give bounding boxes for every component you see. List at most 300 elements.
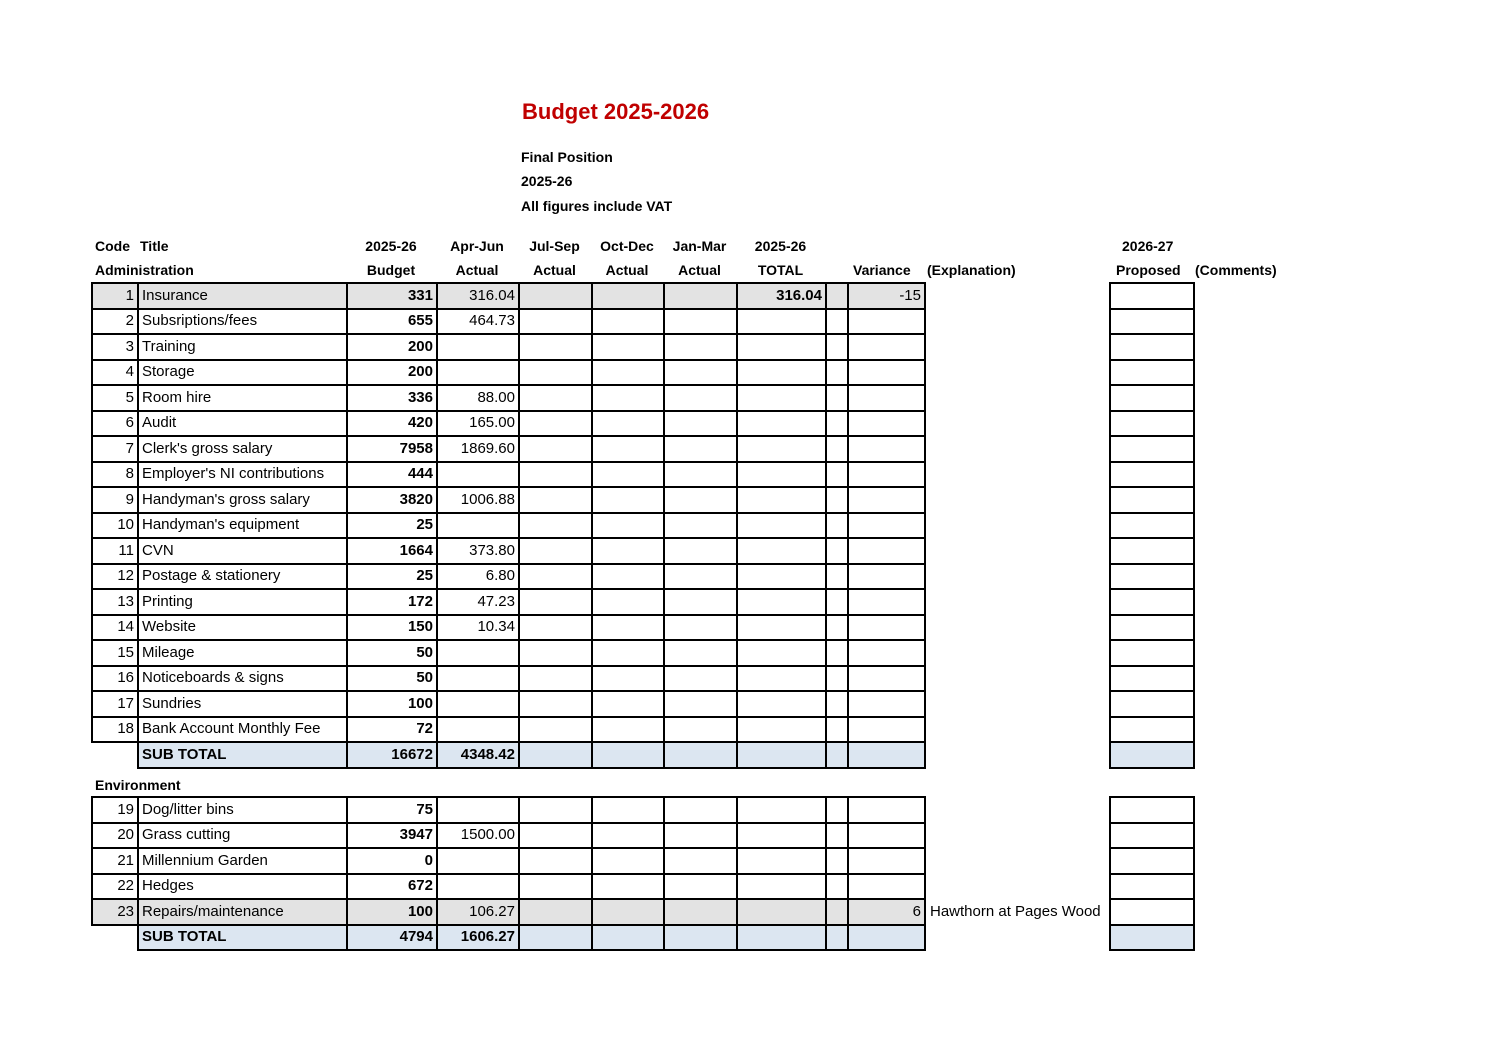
subtotal-budget: 4794 (347, 925, 437, 951)
row-q1-actual (437, 691, 519, 717)
row-title: Bank Account Monthly Fee (138, 717, 347, 743)
row-q2-actual (519, 360, 592, 386)
subtotal-spacer-cell (826, 742, 848, 768)
row-budget: 75 (347, 797, 437, 823)
row-title: Insurance (138, 283, 347, 309)
row-variance (848, 666, 925, 692)
row-q3-actual (592, 334, 664, 360)
row-q1-actual: 6.80 (437, 564, 519, 590)
row-explanation (925, 691, 1110, 717)
row-explanation (925, 334, 1110, 360)
subtotal-spacer-cell (826, 925, 848, 951)
row-budget: 444 (347, 462, 437, 488)
row-code: 1 (92, 283, 138, 309)
row-proposed (1110, 513, 1194, 539)
subtotal-q2-actual (519, 925, 592, 951)
table-row (92, 385, 1194, 411)
row-title: Printing (138, 589, 347, 615)
header-total-year: 2025-26 (754, 238, 807, 254)
row-title: Clerk's gross salary (138, 436, 347, 462)
table-row (92, 487, 1194, 513)
subtotal-explanation-gap (925, 925, 1110, 951)
row-q3-actual (592, 640, 664, 666)
row-explanation (925, 309, 1110, 335)
row-budget: 100 (347, 691, 437, 717)
row-spacer-cell (826, 615, 848, 641)
row-proposed (1110, 309, 1194, 335)
row-q2-actual (519, 589, 592, 615)
row-q4-actual (664, 691, 737, 717)
row-q1-actual (437, 640, 519, 666)
row-q2-actual (519, 640, 592, 666)
row-q4-actual (664, 487, 737, 513)
row-q3-actual (592, 589, 664, 615)
row-q2-actual (519, 848, 592, 874)
row-q3-actual (592, 411, 664, 437)
row-variance (848, 513, 925, 539)
row-code: 14 (92, 615, 138, 641)
row-q1-actual (437, 797, 519, 823)
row-variance (848, 487, 925, 513)
row-variance (848, 717, 925, 743)
row-title: CVN (138, 538, 347, 564)
row-q2-actual (519, 385, 592, 411)
row-code: 2 (92, 309, 138, 335)
row-q2-actual (519, 823, 592, 849)
row-q4-actual (664, 717, 737, 743)
row-q3-actual (592, 899, 664, 925)
row-proposed (1110, 848, 1194, 874)
row-proposed (1110, 385, 1194, 411)
row-total (737, 797, 826, 823)
row-code: 6 (92, 411, 138, 437)
row-q2-actual (519, 411, 592, 437)
row-q2-actual (519, 513, 592, 539)
header-q4: Jan-Mar (672, 238, 727, 254)
table-row (92, 589, 1194, 615)
row-explanation (925, 848, 1110, 874)
row-q4-actual (664, 848, 737, 874)
row-variance (848, 385, 925, 411)
row-q3-actual (592, 283, 664, 309)
row-code: 7 (92, 436, 138, 462)
row-spacer-cell (826, 436, 848, 462)
row-explanation (925, 589, 1110, 615)
header-q1-actual: Actual (455, 262, 499, 278)
row-spacer-cell (826, 334, 848, 360)
subtotal-variance (848, 742, 925, 768)
row-budget: 50 (347, 666, 437, 692)
row-spacer-cell (826, 411, 848, 437)
row-variance (848, 538, 925, 564)
table-row (92, 823, 1194, 849)
row-q2-actual (519, 666, 592, 692)
row-code: 3 (92, 334, 138, 360)
row-q1-actual (437, 334, 519, 360)
subtotal-row (92, 742, 1194, 768)
row-proposed (1110, 797, 1194, 823)
row-q2-actual (519, 899, 592, 925)
table-row (92, 283, 1194, 309)
row-q2-actual (519, 691, 592, 717)
row-spacer-cell (826, 487, 848, 513)
row-explanation (925, 797, 1110, 823)
row-variance (848, 640, 925, 666)
table-row (92, 411, 1194, 437)
row-q4-actual (664, 411, 737, 437)
row-title: Millennium Garden (138, 848, 347, 874)
row-variance (848, 589, 925, 615)
table-row (92, 538, 1194, 564)
row-q4-actual (664, 513, 737, 539)
header-total: TOTAL (757, 262, 804, 278)
subtotal-q4-actual (664, 925, 737, 951)
row-variance (848, 848, 925, 874)
subtotal-q2-actual (519, 742, 592, 768)
row-spacer-cell (826, 717, 848, 743)
row-explanation (925, 462, 1110, 488)
row-budget: 3947 (347, 823, 437, 849)
subtitle-vat-note: All figures include VAT (521, 198, 673, 214)
table-row (92, 797, 1194, 823)
row-q1-actual: 47.23 (437, 589, 519, 615)
row-title: Dog/litter bins (138, 797, 347, 823)
row-code: 16 (92, 666, 138, 692)
row-title: Handyman's equipment (138, 513, 347, 539)
row-budget: 672 (347, 874, 437, 900)
row-q1-actual (437, 666, 519, 692)
row-q2-actual (519, 538, 592, 564)
row-spacer-cell (826, 666, 848, 692)
row-explanation (925, 283, 1110, 309)
subtotal-proposed (1110, 925, 1194, 951)
row-q4-actual (664, 640, 737, 666)
row-q1-actual (437, 360, 519, 386)
row-q1-actual: 1006.88 (437, 487, 519, 513)
header-code: Code (95, 238, 130, 254)
row-explanation (925, 513, 1110, 539)
row-q4-actual (664, 564, 737, 590)
row-budget: 336 (347, 385, 437, 411)
table-row (92, 334, 1194, 360)
row-q2-actual (519, 874, 592, 900)
subtotal-empty-code (92, 925, 138, 951)
row-explanation (925, 717, 1110, 743)
section-administration: Administration (95, 262, 194, 278)
row-total: 316.04 (737, 283, 826, 309)
row-code: 13 (92, 589, 138, 615)
row-q2-actual (519, 615, 592, 641)
subtotal-q3-actual (592, 925, 664, 951)
row-q4-actual (664, 283, 737, 309)
table-row (92, 691, 1194, 717)
row-q2-actual (519, 309, 592, 335)
header-variance: Variance (853, 262, 911, 278)
row-code: 19 (92, 797, 138, 823)
row-total (737, 691, 826, 717)
row-budget: 655 (347, 309, 437, 335)
row-q2-actual (519, 283, 592, 309)
row-variance (848, 436, 925, 462)
row-spacer-cell (826, 309, 848, 335)
row-total (737, 666, 826, 692)
row-budget: 150 (347, 615, 437, 641)
header-proposed: Proposed (1116, 262, 1181, 278)
row-variance (848, 309, 925, 335)
row-q1-actual: 106.27 (437, 899, 519, 925)
row-explanation (925, 666, 1110, 692)
subtotal-budget: 16672 (347, 742, 437, 768)
row-variance (848, 462, 925, 488)
row-variance (848, 874, 925, 900)
header-budget-year: 2025-26 (365, 238, 417, 254)
row-proposed (1110, 640, 1194, 666)
row-variance (848, 691, 925, 717)
row-q4-actual (664, 309, 737, 335)
table-row (92, 899, 1194, 925)
row-q3-actual (592, 615, 664, 641)
row-code: 9 (92, 487, 138, 513)
row-spacer-cell (826, 589, 848, 615)
subtotal-empty-code (92, 742, 138, 768)
row-spacer-cell (826, 691, 848, 717)
header-q4-actual: Actual (678, 262, 721, 278)
row-total (737, 564, 826, 590)
row-explanation (925, 823, 1110, 849)
row-proposed (1110, 717, 1194, 743)
row-budget: 25 (347, 564, 437, 590)
row-q4-actual (664, 797, 737, 823)
subtitle-final-position: Final Position (521, 149, 613, 165)
row-q2-actual (519, 462, 592, 488)
section-environment: Environment (95, 777, 181, 793)
row-spacer-cell (826, 513, 848, 539)
row-q1-actual: 165.00 (437, 411, 519, 437)
row-explanation (925, 564, 1110, 590)
row-total (737, 538, 826, 564)
row-title: Handyman's gross salary (138, 487, 347, 513)
table-row (92, 513, 1194, 539)
row-code: 11 (92, 538, 138, 564)
row-total (737, 411, 826, 437)
row-q3-actual (592, 666, 664, 692)
row-q3-actual (592, 797, 664, 823)
table-row (92, 462, 1194, 488)
row-q1-actual: 88.00 (437, 385, 519, 411)
row-spacer-cell (826, 283, 848, 309)
row-q3-actual (592, 564, 664, 590)
row-total (737, 874, 826, 900)
table-row (92, 436, 1194, 462)
row-title: Postage & stationery (138, 564, 347, 590)
table-row (92, 615, 1194, 641)
row-total (737, 513, 826, 539)
row-explanation (925, 538, 1110, 564)
row-title: Mileage (138, 640, 347, 666)
row-q4-actual (664, 874, 737, 900)
row-code: 20 (92, 823, 138, 849)
row-q2-actual (519, 717, 592, 743)
row-total (737, 309, 826, 335)
row-total (737, 462, 826, 488)
row-code: 21 (92, 848, 138, 874)
row-q3-actual (592, 691, 664, 717)
table-row (92, 666, 1194, 692)
row-proposed (1110, 436, 1194, 462)
row-variance (848, 360, 925, 386)
row-budget: 7958 (347, 436, 437, 462)
row-spacer-cell (826, 538, 848, 564)
row-spacer-cell (826, 797, 848, 823)
row-total (737, 334, 826, 360)
row-explanation: Hawthorn at Pages Wood (930, 902, 1101, 920)
row-q4-actual (664, 823, 737, 849)
table-row (92, 564, 1194, 590)
row-q4-actual (664, 589, 737, 615)
row-proposed (1110, 564, 1194, 590)
row-explanation (925, 360, 1110, 386)
row-spacer-cell (826, 462, 848, 488)
row-proposed (1110, 589, 1194, 615)
row-q1-actual (437, 848, 519, 874)
row-proposed (1110, 538, 1194, 564)
row-code: 22 (92, 874, 138, 900)
row-q4-actual (664, 385, 737, 411)
row-explanation (925, 411, 1110, 437)
table-row (92, 360, 1194, 386)
row-q4-actual (664, 360, 737, 386)
row-spacer-cell (826, 360, 848, 386)
row-total (737, 717, 826, 743)
row-q3-actual (592, 823, 664, 849)
row-explanation (925, 487, 1110, 513)
row-proposed (1110, 615, 1194, 641)
row-total (737, 487, 826, 513)
row-q1-actual: 316.04 (437, 283, 519, 309)
row-code: 8 (92, 462, 138, 488)
row-budget: 50 (347, 640, 437, 666)
subtotal-label: SUB TOTAL (138, 742, 347, 768)
row-variance: -15 (848, 283, 925, 309)
table-row (92, 717, 1194, 743)
row-total (737, 589, 826, 615)
row-total (737, 899, 826, 925)
row-title: Employer's NI contributions (138, 462, 347, 488)
table-row (92, 848, 1194, 874)
header-q3: Oct-Dec (600, 238, 654, 254)
row-total (737, 385, 826, 411)
row-code: 5 (92, 385, 138, 411)
row-code: 23 (92, 899, 138, 925)
subtotal-total (737, 742, 826, 768)
row-title: Hedges (138, 874, 347, 900)
table-row (92, 309, 1194, 335)
row-q1-actual: 373.80 (437, 538, 519, 564)
row-title: Audit (138, 411, 347, 437)
row-q4-actual (664, 538, 737, 564)
row-variance: 6 (848, 899, 925, 925)
row-proposed (1110, 823, 1194, 849)
row-q2-actual (519, 436, 592, 462)
row-q1-actual (437, 462, 519, 488)
header-proposed-year: 2026-27 (1122, 238, 1174, 254)
row-q1-actual (437, 717, 519, 743)
row-code: 4 (92, 360, 138, 386)
subtotal-q4-actual (664, 742, 737, 768)
subtotal-q1-actual: 4348.42 (437, 742, 519, 768)
row-variance (848, 615, 925, 641)
row-q3-actual (592, 717, 664, 743)
row-proposed (1110, 334, 1194, 360)
header-q2-actual: Actual (533, 262, 576, 278)
subtotal-total (737, 925, 826, 951)
row-title: Storage (138, 360, 347, 386)
administration-table (91, 282, 1195, 769)
row-q3-actual (592, 513, 664, 539)
row-budget: 172 (347, 589, 437, 615)
header-comments: (Comments) (1195, 262, 1277, 278)
row-proposed (1110, 360, 1194, 386)
row-code: 17 (92, 691, 138, 717)
table-row (92, 640, 1194, 666)
environment-table (91, 796, 1195, 951)
row-variance (848, 564, 925, 590)
row-spacer-cell (826, 564, 848, 590)
row-explanation (925, 640, 1110, 666)
row-title: Training (138, 334, 347, 360)
row-q2-actual (519, 334, 592, 360)
row-spacer-cell (826, 874, 848, 900)
row-total (737, 436, 826, 462)
row-spacer-cell (826, 823, 848, 849)
row-explanation (925, 385, 1110, 411)
row-q1-actual: 464.73 (437, 309, 519, 335)
header-budget: Budget (366, 262, 416, 278)
row-title: Subsriptions/fees (138, 309, 347, 335)
row-spacer-cell (826, 385, 848, 411)
row-q3-actual (592, 874, 664, 900)
row-budget: 331 (347, 283, 437, 309)
row-explanation (925, 436, 1110, 462)
row-q4-actual (664, 462, 737, 488)
subtotal-variance (848, 925, 925, 951)
row-q1-actual: 10.34 (437, 615, 519, 641)
row-q2-actual (519, 564, 592, 590)
row-q3-actual (592, 848, 664, 874)
row-code: 10 (92, 513, 138, 539)
row-q1-actual (437, 874, 519, 900)
row-q3-actual (592, 462, 664, 488)
subtotal-label: SUB TOTAL (138, 925, 347, 951)
row-total (737, 848, 826, 874)
header-q2: Jul-Sep (529, 238, 580, 254)
row-budget: 200 (347, 334, 437, 360)
row-variance (848, 797, 925, 823)
row-spacer-cell (826, 899, 848, 925)
subtitle-year: 2025-26 (521, 173, 573, 189)
row-title: Grass cutting (138, 823, 347, 849)
row-proposed (1110, 899, 1194, 925)
row-proposed (1110, 666, 1194, 692)
row-total (737, 640, 826, 666)
subtotal-explanation-gap (925, 742, 1110, 768)
header-q3-actual: Actual (605, 262, 649, 278)
subtotal-q3-actual (592, 742, 664, 768)
row-variance (848, 411, 925, 437)
row-budget: 100 (347, 899, 437, 925)
table-row (92, 874, 1194, 900)
row-q3-actual (592, 436, 664, 462)
